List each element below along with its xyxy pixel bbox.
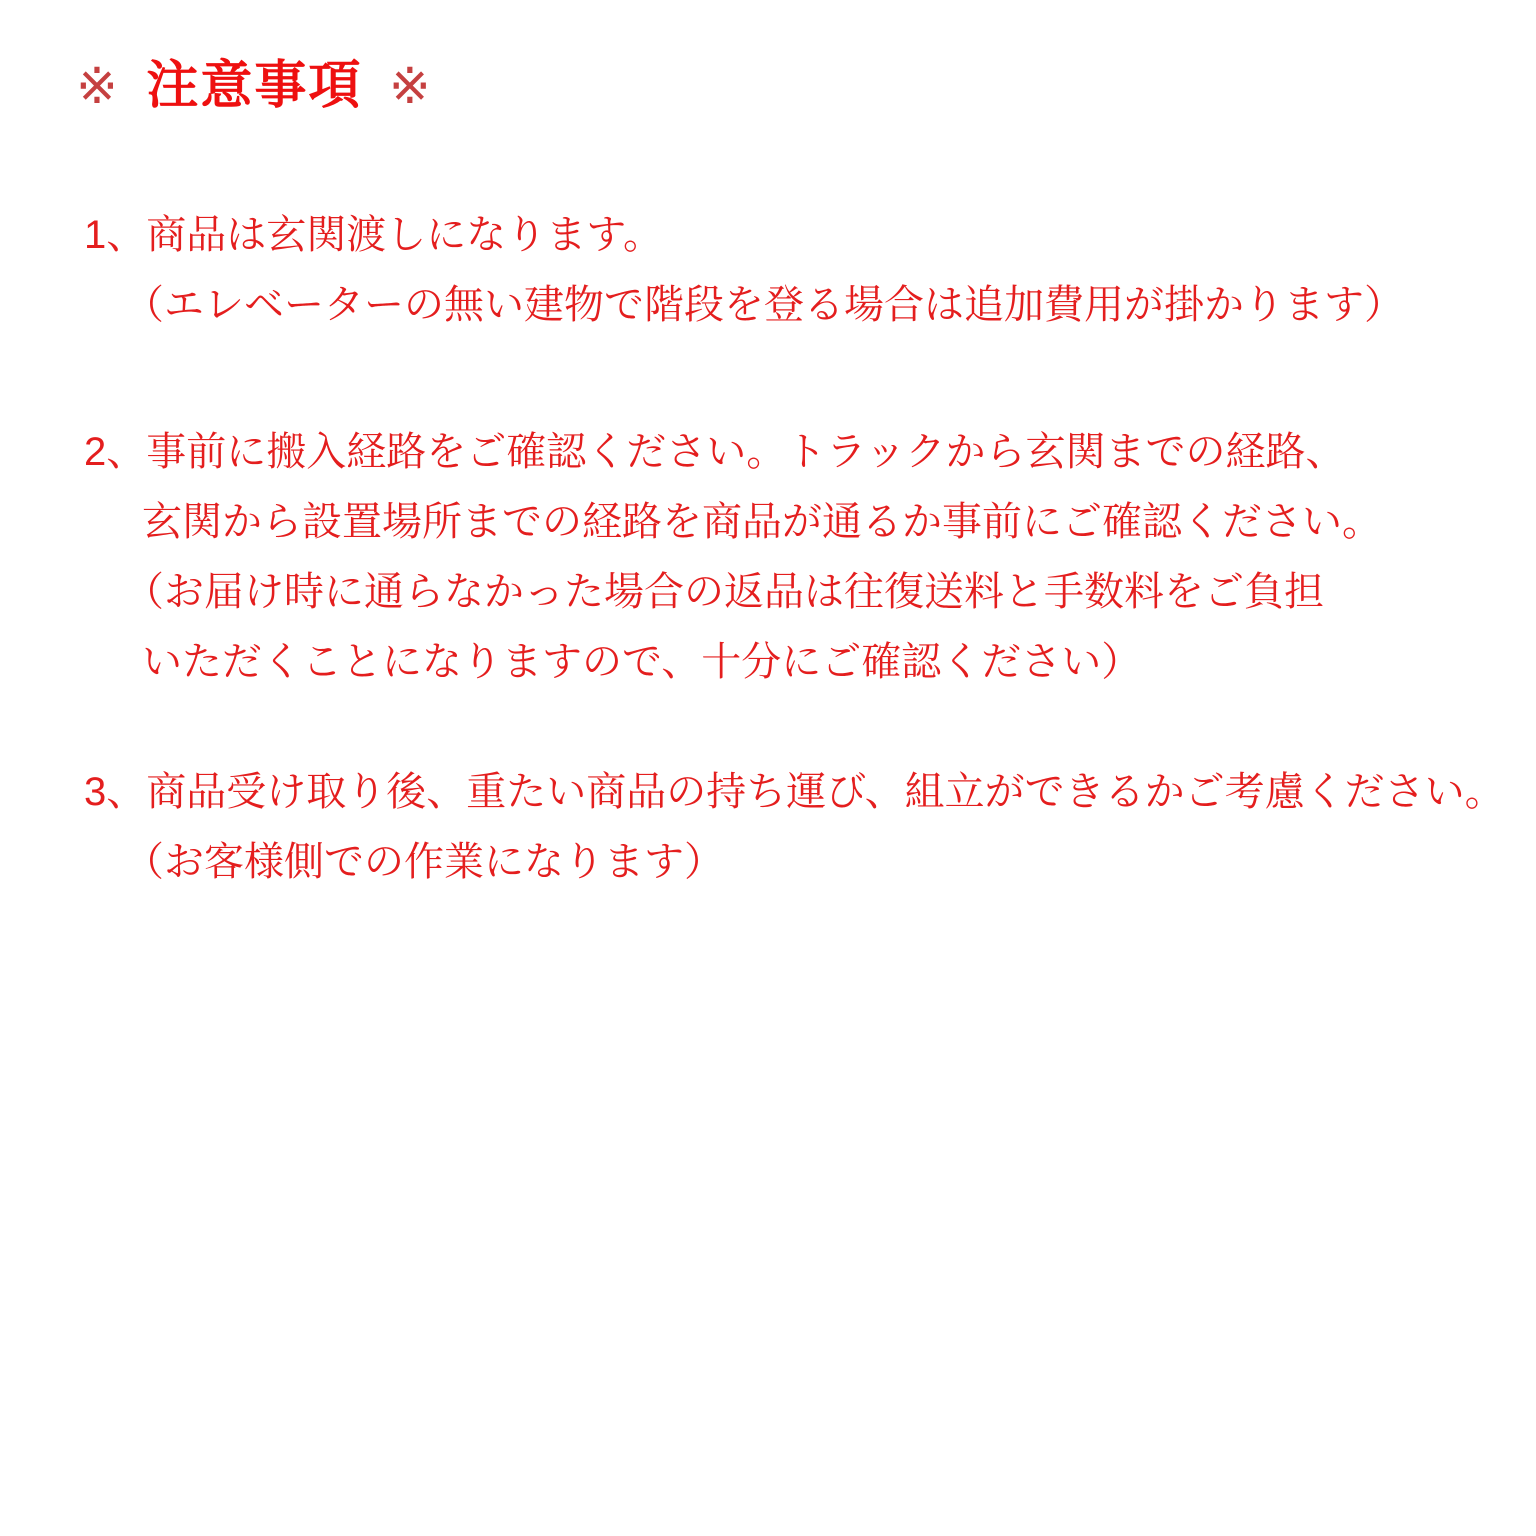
notice-item-1 — [0, 200, 1536, 340]
page-title — [76, 52, 1536, 120]
item-1-text: 商品は玄関渡しになります。 — [146, 213, 664, 257]
reference-mark-left: ※ — [76, 58, 120, 114]
notice-item-3-line-2: （お客様側での作業になります） — [124, 840, 724, 884]
notice-item-2-line-1 — [0, 417, 1536, 487]
notice-item-1-line-2: （エレベーターの無い建物で階段を登る場合は追加費用が掛かります） — [124, 283, 1404, 327]
notice-item-3-line-1 — [0, 757, 1536, 827]
page-title-text: 注意事項 — [146, 57, 363, 115]
item-1-number: 1、 — [84, 213, 147, 257]
reference-mark-right: ※ — [388, 58, 433, 114]
notice-item-2-line-4: いただくことになりますので、十分にご確認ください） — [142, 640, 1142, 684]
notice-item-1-line-1 — [0, 200, 1536, 270]
notice-item-2-line-3: （お届け時に通らなかった場合の返品は往復送料と手数料をご負担 — [124, 570, 1324, 614]
notice-item-3 — [0, 757, 1536, 897]
notice-item-2 — [0, 417, 1536, 697]
item-2-text: 事前に搬入経路をご確認ください。トラックから玄関までの経路、 — [146, 430, 1346, 474]
item-3-text: 商品受け取り後、重たい商品の持ち運び、組立ができるかご考慮ください。 — [146, 770, 1505, 814]
item-2-number: 2、 — [84, 430, 147, 474]
notice-item-2-line-2: 玄関から設置場所までの経路を商品が通るか事前にご確認ください。 — [142, 500, 1382, 544]
item-3-number: 3、 — [84, 770, 147, 814]
